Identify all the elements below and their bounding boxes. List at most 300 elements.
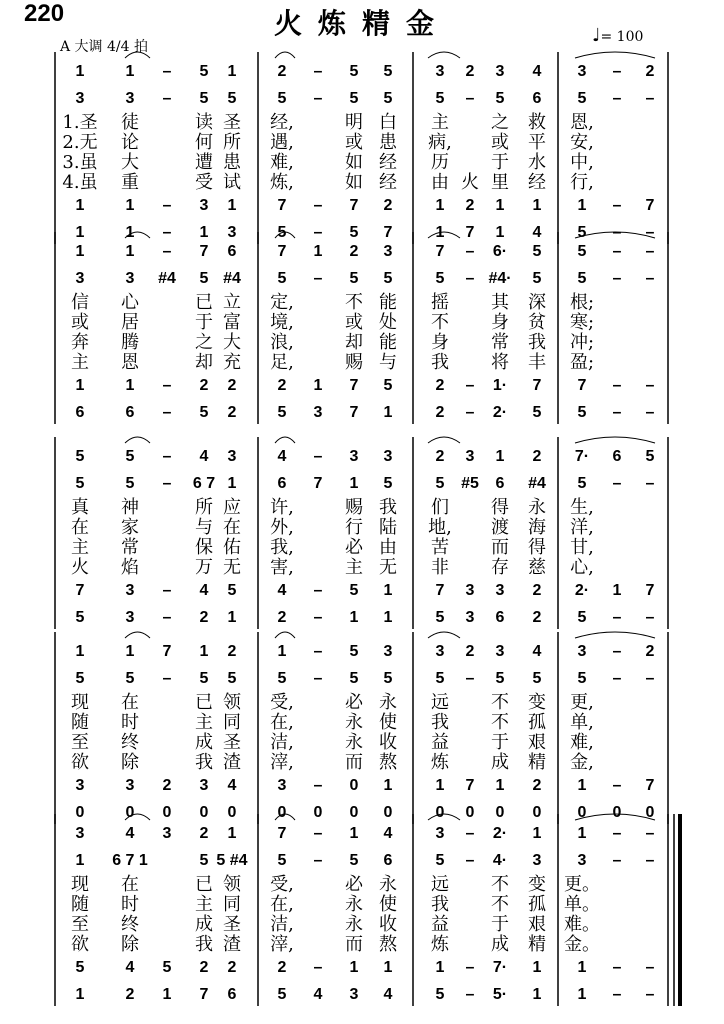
lyric-syllable: 难, [570, 732, 594, 753]
jianpu-note: 2 [349, 243, 359, 260]
jianpu-note: 5 [532, 670, 542, 687]
jianpu-note: 3 [227, 448, 237, 465]
lyric-syllable: 精 [528, 752, 546, 773]
lyric-syllable: 更, [570, 692, 594, 713]
jianpu-note: 5 [199, 404, 209, 421]
lyric-syllable: 非 [431, 557, 449, 578]
jianpu-note: – [612, 475, 622, 492]
jianpu-note: 7 [349, 377, 359, 394]
jianpu-note: 6 [125, 404, 135, 421]
lyric-syllable: 或 [345, 132, 363, 153]
lyric-syllable: 奔 [71, 332, 89, 353]
jianpu-note: 1 [227, 609, 237, 626]
jianpu-note: 2· [492, 404, 508, 421]
slur [575, 52, 655, 58]
slur [428, 437, 460, 443]
jianpu-note: – [465, 986, 475, 1003]
lyric-syllable: 在 [121, 874, 139, 895]
jianpu-note: 5 [277, 986, 287, 1003]
jianpu-note: – [612, 63, 622, 80]
jianpu-note: 4 [383, 986, 393, 1003]
slur [275, 437, 295, 443]
jianpu-note: 1 [125, 643, 135, 660]
jianpu-note: – [162, 609, 172, 626]
jianpu-note: 1 [577, 986, 587, 1003]
jianpu-note: 1 [577, 959, 587, 976]
jianpu-note: 7· [574, 448, 590, 465]
jianpu-note: 2 [125, 986, 135, 1003]
lyric-syllable: 害, [270, 557, 294, 578]
jianpu-note: – [612, 643, 622, 660]
lyric-syllable: 立 [223, 292, 241, 313]
lyric-syllable: 明 [345, 112, 363, 133]
lyric-syllable: 海 [528, 517, 546, 538]
jianpu-note: 2 [383, 197, 393, 214]
jianpu-note: 1 [577, 825, 587, 842]
jianpu-note: 1 [75, 852, 85, 869]
jianpu-note: 5 [435, 270, 445, 287]
jianpu-note: 1 [435, 197, 445, 214]
jianpu-note: – [645, 986, 655, 1003]
lyric-syllable: 主 [71, 352, 89, 373]
jianpu-note: #4 [223, 270, 241, 287]
lyric-syllable: 洋, [570, 517, 594, 538]
jianpu-note: 3 [495, 63, 505, 80]
jianpu-note: 3 [577, 63, 587, 80]
lyric-syllable: 欲 [71, 752, 89, 773]
lyric-syllable: 于 [491, 914, 509, 935]
lyric-syllable: 行, [570, 172, 594, 193]
jianpu-note: 2· [492, 825, 508, 842]
lyric-syllable: 主 [345, 557, 363, 578]
jianpu-note: 7 [349, 404, 359, 421]
jianpu-note: – [612, 609, 622, 626]
jianpu-note: 5 [435, 90, 445, 107]
jianpu-note: 7 [162, 643, 172, 660]
lyric-syllable: 平 [528, 132, 546, 153]
lyric-syllable: 定, [270, 292, 294, 313]
lyric-syllable: 益 [431, 914, 449, 935]
lyric-syllable: 不 [491, 874, 509, 895]
jianpu-note: – [645, 404, 655, 421]
lyric-syllable: 我 [195, 752, 213, 773]
jianpu-note: 2 [465, 63, 475, 80]
jianpu-note: 2 [199, 825, 209, 842]
jianpu-note: 0 [349, 804, 359, 821]
jianpu-note: 0 [277, 804, 287, 821]
lyric-syllable: 能 [379, 332, 397, 353]
lyric-syllable: 苦 [431, 537, 449, 558]
jianpu-note: 5 [277, 270, 287, 287]
jianpu-note: 5 [645, 448, 655, 465]
lyric-syllable: 精 [528, 934, 546, 955]
jianpu-note: 5 [577, 224, 587, 241]
slur [125, 52, 150, 58]
slur [275, 52, 295, 58]
lyric-syllable: 腾 [121, 332, 139, 353]
lyric-syllable: 与 [195, 517, 213, 538]
lyric-syllable: 炼 [431, 752, 449, 773]
lyric-syllable: 炼 [431, 934, 449, 955]
jianpu-note: 2 [227, 404, 237, 421]
lyric-syllable: 金。 [564, 934, 600, 955]
jianpu-note: 3 [125, 609, 135, 626]
jianpu-note: – [162, 377, 172, 394]
lyric-syllable: 生, [570, 497, 594, 518]
lyric-syllable: 领 [223, 874, 241, 895]
jianpu-note: 3 [577, 643, 587, 660]
lyric-syllable: 我 [431, 352, 449, 373]
jianpu-note: 5 [199, 63, 209, 80]
jianpu-note: 3 [465, 582, 475, 599]
jianpu-note: 3 [75, 90, 85, 107]
jianpu-note: 5 [199, 90, 209, 107]
lyric-syllable: 根; [569, 292, 595, 313]
lyric-syllable: 难, [270, 152, 294, 173]
jianpu-note: 3 [75, 777, 85, 794]
jianpu-note: – [645, 90, 655, 107]
lyric-syllable: 冲; [569, 332, 595, 353]
slur [125, 632, 150, 638]
lyric-syllable: 无 [379, 557, 397, 578]
jianpu-note: 2 [532, 777, 542, 794]
lyric-syllable: 我 [528, 332, 546, 353]
jianpu-note: 3 [383, 643, 393, 660]
lyric-syllable: 重 [121, 172, 139, 193]
lyric-syllable: 贫 [528, 312, 546, 333]
lyric-syllable: 或 [71, 312, 89, 333]
jianpu-note: – [465, 670, 475, 687]
jianpu-note: 3 [435, 825, 445, 842]
jianpu-note: 1 [227, 197, 237, 214]
lyric-syllable: 所 [223, 132, 241, 153]
lyric-syllable: 不 [345, 292, 363, 313]
jianpu-note: 7 [199, 243, 209, 260]
jianpu-note: 6· [492, 243, 508, 260]
jianpu-note: 7 [435, 243, 445, 260]
jianpu-note: 7 [277, 243, 287, 260]
lyric-syllable: 至 [71, 732, 89, 753]
jianpu-note: 5 [277, 90, 287, 107]
lyric-syllable: 保 [195, 537, 213, 558]
lyric-syllable: 远 [431, 874, 449, 895]
jianpu-note: – [313, 777, 323, 794]
jianpu-note: #4 [528, 475, 546, 492]
lyric-syllable: 变 [528, 692, 546, 713]
lyric-syllable: 我, [270, 537, 294, 558]
lyric-syllable: 神 [121, 497, 139, 518]
lyric-syllable: 经, [270, 112, 294, 133]
jianpu-note: 4 [277, 582, 287, 599]
lyric-syllable: 身 [431, 332, 449, 353]
jianpu-note: 4 [532, 224, 542, 241]
lyric-syllable: 单。 [564, 894, 600, 915]
jianpu-note: 5 [383, 670, 393, 687]
jianpu-note: 1 [277, 643, 287, 660]
lyric-syllable: 3.虽 [62, 152, 98, 173]
lyric-syllable: 何 [195, 132, 213, 153]
lyric-syllable: 在 [223, 517, 241, 538]
jianpu-note: 3 [227, 224, 237, 241]
jianpu-note: 0 [162, 804, 172, 821]
lyric-syllable: 遭 [195, 152, 213, 173]
lyric-syllable: 主 [431, 112, 449, 133]
jianpu-note: 3 [75, 825, 85, 842]
lyric-syllable: 远 [431, 692, 449, 713]
jianpu-note: 5 [577, 90, 587, 107]
jianpu-note: 3 [465, 448, 475, 465]
lyric-syllable: 永 [345, 732, 363, 753]
lyric-syllable: 我 [379, 497, 397, 518]
jianpu-note: 3 [125, 270, 135, 287]
lyric-syllable: 大 [223, 332, 241, 353]
jianpu-note: 1 [495, 197, 505, 214]
jianpu-note: 1 [383, 404, 393, 421]
jianpu-note: 6 [495, 475, 505, 492]
jianpu-note: 7 [277, 197, 287, 214]
lyric-syllable: 所 [195, 497, 213, 518]
lyric-syllable: 永 [345, 894, 363, 915]
jianpu-note: 0 [577, 804, 587, 821]
jianpu-note: 1 [349, 825, 359, 842]
jianpu-note: 0 [465, 804, 475, 821]
lyric-syllable: 患 [379, 132, 397, 153]
jianpu-note: – [612, 243, 622, 260]
jianpu-note: 1· [492, 377, 508, 394]
lyric-syllable: 救 [528, 112, 546, 133]
jianpu-note: 4· [492, 852, 508, 869]
lyric-syllable: 领 [223, 692, 241, 713]
jianpu-note: – [612, 986, 622, 1003]
lyric-syllable: 熬 [379, 934, 397, 955]
lyric-syllable: 受, [270, 692, 294, 713]
jianpu-note: 0 [75, 804, 85, 821]
jianpu-note: 7 [645, 777, 655, 794]
jianpu-note: 7 [465, 777, 475, 794]
jianpu-note: 3 [495, 643, 505, 660]
jianpu-note: 3 [495, 582, 505, 599]
lyric-syllable: 之 [195, 332, 213, 353]
lyric-syllable: 炼, [270, 172, 294, 193]
lyric-syllable: 圣 [223, 914, 241, 935]
lyric-syllable: 益 [431, 732, 449, 753]
jianpu-note: 7 [383, 224, 393, 241]
lyric-syllable: 金, [570, 752, 594, 773]
jianpu-note: 7 [645, 197, 655, 214]
lyric-syllable: 常 [121, 537, 139, 558]
jianpu-note: 7 [199, 986, 209, 1003]
lyric-syllable: 如 [345, 152, 363, 173]
jianpu-note: 3 [435, 643, 445, 660]
jianpu-note: 3 [349, 986, 359, 1003]
lyric-syllable: 洁, [270, 914, 294, 935]
lyric-syllable: 1.圣 [62, 112, 98, 133]
jianpu-note: 0 [199, 804, 209, 821]
jianpu-note: 2· [574, 582, 590, 599]
jianpu-note: 5 [75, 959, 85, 976]
jianpu-note: 2 [199, 959, 209, 976]
jianpu-note: 7 [645, 582, 655, 599]
jianpu-note: 2 [162, 777, 172, 794]
jianpu-note: – [465, 270, 475, 287]
jianpu-note: – [313, 959, 323, 976]
lyric-syllable: 时 [121, 894, 139, 915]
jianpu-note: 2 [227, 643, 237, 660]
jianpu-note: 6 [612, 448, 622, 465]
lyric-syllable: 而 [345, 934, 363, 955]
jianpu-note: #4· [488, 270, 512, 287]
jianpu-note: – [313, 270, 323, 287]
lyric-syllable: 或 [345, 312, 363, 333]
jianpu-note: – [313, 609, 323, 626]
jianpu-note: 5 [162, 959, 172, 976]
jianpu-note: 1 [435, 959, 445, 976]
jianpu-note: 0 [227, 804, 237, 821]
lyric-syllable: 心, [570, 557, 594, 578]
lyric-syllable: 赐 [345, 497, 363, 518]
lyric-syllable: 境, [270, 312, 294, 333]
jianpu-note: – [612, 270, 622, 287]
jianpu-note: 1 [349, 609, 359, 626]
jianpu-note: 5 [277, 224, 287, 241]
lyric-syllable: 外, [270, 517, 294, 538]
jianpu-note: 6 [277, 475, 287, 492]
jianpu-note: 5 [383, 377, 393, 394]
lyric-syllable: 恩, [570, 112, 594, 133]
jianpu-note: 5 [199, 670, 209, 687]
jianpu-note: 2 [435, 377, 445, 394]
jianpu-note: 5 [435, 852, 445, 869]
jianpu-note: 0 [532, 804, 542, 821]
lyric-syllable: 时 [121, 712, 139, 733]
jianpu-note: 5 [277, 852, 287, 869]
jianpu-note: 7 [465, 224, 475, 241]
lyric-syllable: 同 [223, 712, 241, 733]
hymn-title: 火炼精金 [273, 7, 450, 40]
lyric-syllable: 2.无 [62, 132, 98, 153]
lyric-syllable: 必 [345, 874, 363, 895]
jianpu-note: – [162, 90, 172, 107]
jianpu-note: 5 [532, 270, 542, 287]
jianpu-note: 5 [125, 475, 135, 492]
lyric-syllable: 里 [491, 172, 509, 193]
jianpu-note: 4 [125, 825, 135, 842]
lyric-syllable: 孤 [528, 894, 546, 915]
jianpu-note: – [465, 852, 475, 869]
jianpu-note: 7 [577, 377, 587, 394]
jianpu-note: – [162, 448, 172, 465]
jianpu-note: #5 [461, 475, 479, 492]
lyric-syllable: 慈 [528, 557, 546, 578]
jianpu-note: 6 [227, 243, 237, 260]
lyric-syllable: 如 [345, 172, 363, 193]
jianpu-note: 6 [75, 404, 85, 421]
jianpu-note: 1 [125, 63, 135, 80]
jianpu-note: 3 [349, 448, 359, 465]
lyric-syllable: 或 [491, 132, 509, 153]
jianpu-note: 3 [199, 197, 209, 214]
jianpu-note: 3 [465, 609, 475, 626]
lyric-syllable: 永 [528, 497, 546, 518]
jianpu-note: 3 [532, 852, 542, 869]
jianpu-note: 1 [577, 197, 587, 214]
jianpu-note: 1 [532, 197, 542, 214]
lyric-syllable: 浪, [270, 332, 294, 353]
jianpu-note: 5 [383, 270, 393, 287]
lyric-syllable: 成 [491, 934, 509, 955]
jianpu-note: 7 [277, 825, 287, 842]
jianpu-note: 1 [313, 377, 323, 394]
lyric-syllable: 足, [270, 352, 294, 373]
jianpu-note: 2 [532, 609, 542, 626]
jianpu-note: 5 [277, 404, 287, 421]
jianpu-note: 5 [227, 582, 237, 599]
jianpu-note: 3 [383, 243, 393, 260]
jianpu-note: 5· [492, 986, 508, 1003]
lyric-syllable: 却 [345, 332, 363, 353]
jianpu-note: 5 [383, 90, 393, 107]
lyric-syllable: 经 [528, 172, 546, 193]
jianpu-note: 5 [495, 90, 505, 107]
jianpu-note: 1 [383, 777, 393, 794]
jianpu-note: 2 [435, 404, 445, 421]
lyric-syllable: 现 [71, 692, 89, 713]
lyric-syllable: 永 [379, 874, 397, 895]
lyric-syllable: 不 [491, 712, 509, 733]
jianpu-note: 5 [383, 475, 393, 492]
jianpu-note: 5 [349, 63, 359, 80]
jianpu-note: 5 [75, 448, 85, 465]
jianpu-note: 5 [75, 609, 85, 626]
lyric-syllable: 信 [71, 292, 89, 313]
lyric-syllable: 主 [71, 537, 89, 558]
jianpu-note: 7 [75, 582, 85, 599]
jianpu-note: – [162, 197, 172, 214]
jianpu-note: – [465, 90, 475, 107]
jianpu-note: 6 [227, 986, 237, 1003]
lyric-syllable: 圣 [223, 112, 241, 133]
lyric-syllable: 使 [379, 712, 397, 733]
lyric-syllable: 恩 [121, 352, 139, 373]
jianpu-note: 5 [199, 852, 209, 869]
jianpu-note: 5 [349, 90, 359, 107]
jianpu-note: 1 [349, 475, 359, 492]
jianpu-note: 2 [465, 643, 475, 660]
jianpu-note: 1 [75, 377, 85, 394]
jianpu-note: 0 [645, 804, 655, 821]
jianpu-note: 2 [645, 63, 655, 80]
lyric-syllable: 无 [223, 557, 241, 578]
lyric-syllable: 收 [379, 914, 397, 935]
jianpu-note: – [162, 243, 172, 260]
lyric-syllable: 不 [491, 894, 509, 915]
jianpu-note: – [313, 643, 323, 660]
jianpu-note: 2 [532, 582, 542, 599]
jianpu-note: 2 [277, 609, 287, 626]
jianpu-note: – [313, 90, 323, 107]
jianpu-note: 3 [125, 777, 135, 794]
lyric-syllable: 陆 [379, 517, 397, 538]
lyric-syllable: 变 [528, 874, 546, 895]
lyric-syllable: 主 [195, 894, 213, 915]
jianpu-note: 1 [75, 643, 85, 660]
lyric-syllable: 使 [379, 894, 397, 915]
lyric-syllable: 于 [195, 312, 213, 333]
key-signature: A 大调 4/4 拍 [60, 39, 148, 55]
jianpu-note: 5 [349, 582, 359, 599]
lyric-syllable: 论 [121, 132, 139, 153]
lyric-syllable: 不 [431, 312, 449, 333]
